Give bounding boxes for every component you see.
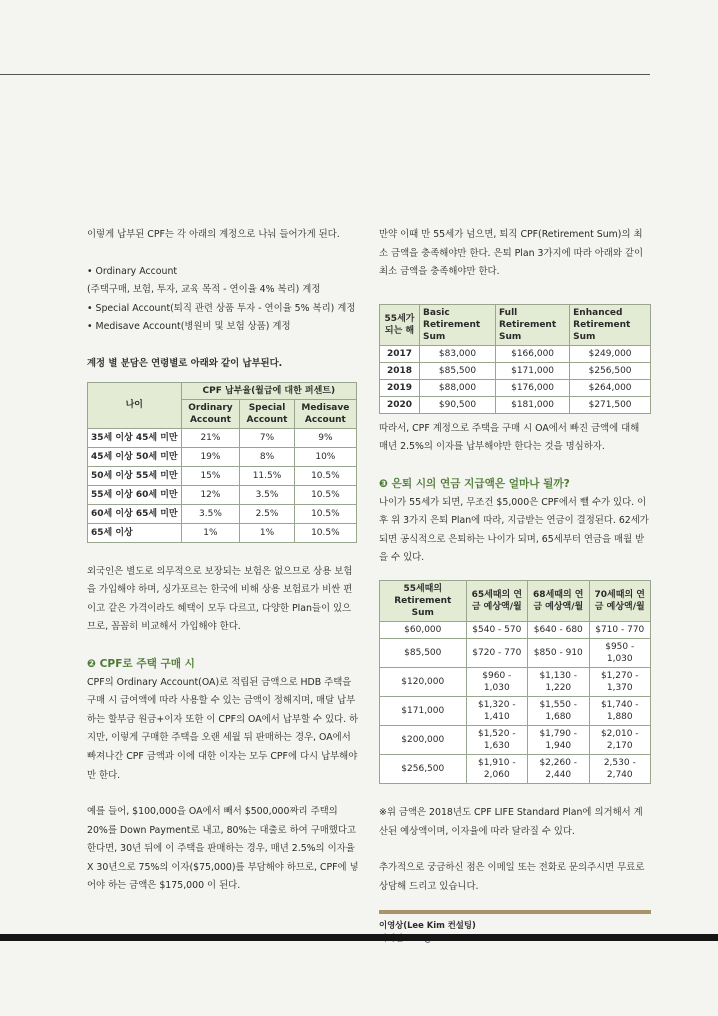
table-cell: $710 - 770 [589,621,651,638]
table-row [380,638,651,667]
table-intro: 계정 별 분담은 연령별로 아래와 같이 납부된다. [87,357,283,369]
table-cell: $200,000 [380,725,467,754]
table-cell: 55세 이상 60세 미만 [88,485,182,504]
column-header: Ordinary Account [181,399,240,428]
column-header: Medisave Account [294,399,356,428]
table-cell: $85,500 [380,638,467,667]
table-cell: $60,000 [380,621,467,638]
author-name: 이영상(Lee Kim 컨설팅) [379,920,476,931]
column-header: 55세때의 Retirement Sum [380,580,467,621]
table-cell: 10.5% [294,504,356,523]
column-header: 65세때의 연금 예상액/월 [466,580,527,621]
table-cell: 10.5% [294,485,356,504]
section-3-heading: ❸ 은퇴 시의 연금 지급액은 얼마나 될까? [379,477,570,490]
table-row [380,696,651,725]
table-cell: $88,000 [420,379,496,396]
column-header: Basic Retirement Sum [420,304,496,345]
table-cell: 2018 [380,362,420,379]
table-cell: 10% [294,447,356,466]
table-cell: 1% [181,523,240,542]
table-cell: 2019 [380,379,420,396]
table-cell: $640 - 680 [528,621,589,638]
table-cell: $1,910 - 2,060 [466,754,527,783]
table-cell: 3.5% [240,485,294,504]
table-cell: $1,270 - 1,370 [589,667,651,696]
table-cell: $950 - 1,030 [589,638,651,667]
table-cell: $2,010 - 2,170 [589,725,651,754]
table-cell: $850 - 910 [528,638,589,667]
closing-text: 추가적으로 궁금하신 점은 이메일 또는 전화로 문의주시면 무료로 상담해 드리고 있습니다. [379,862,645,892]
table-cell: $1,550 - 1,680 [528,696,589,725]
foreigner-paragraph: 외국인은 별도로 의무적으로 보장되는 보험은 없으므로 상용 보험을 가입해야 하며, 싱가포르는 한국에 비해 상용 보험료가 비싼 편이고 같은 가격이라도 혜택이 모두 다르고, 다양한 Plan들이 있으므로, 꼼꼼히 비교해서 가입해야 한다. [87,565,353,633]
account-item: • Special Account(퇴직 관련 상품 투자 - 연이율 5% 복리) 계정 [87,302,356,314]
table-cell: $249,000 [570,345,651,362]
table-cell: $271,500 [570,396,651,413]
table-row [380,362,651,379]
table-cell: $90,500 [420,396,496,413]
table-cell: 10.5% [294,523,356,542]
table-cell: 19% [181,447,240,466]
table-cell: 2017 [380,345,420,362]
table-cell: $181,000 [495,396,569,413]
column-header: Special Account [240,399,294,428]
table-row [380,754,651,783]
table-cell: 50세 이상 55세 미만 [88,466,182,485]
table-cell: $2,260 - 2,440 [528,754,589,783]
signature-divider [379,910,651,914]
table-cell: $171,000 [380,696,467,725]
column-header: Full Retirement Sum [495,304,569,345]
table-cell: $166,000 [495,345,569,362]
section-2-paragraph: CPF의 Ordinary Account(OA)로 적립된 금액으로 HDB 주택을 구매 시 급여액에 따라 사용할 수 있는 금액이 정해지며, 매달 납부하는 할부금 원금+이자 또한 이 CPF의 OA에서 납부할 수 있다. 하지만, 이렇게 구매한 주택을 오랜 세월 뒤 판매하는 경우, OA에서 빠져나간 CPF 금액과 이에 대한 이자는 모두 CPF에 다시 납부해야만 한다. [87,676,359,781]
age-header: 나이 [88,382,182,428]
table-cell: $1,740 - 1,880 [589,696,651,725]
intro-text: 이렇게 납부된 CPF는 각 아래의 계정으로 나눠 들어가게 된다. [87,229,340,240]
rate-group-header: CPF 납부율(월급에 대한 퍼센트) [181,382,356,399]
pension-table [379,580,651,784]
table-cell: $540 - 570 [466,621,527,638]
column-header: 68세때의 연금 예상액/월 [528,580,589,621]
table-cell: $1,320 - 1,410 [466,696,527,725]
table-row [88,523,357,542]
left-column [87,226,359,896]
right-column [379,226,651,945]
account-item: • Ordinary Account [87,265,178,277]
table-cell: $960 - 1,030 [466,667,527,696]
table-row [380,396,651,413]
table-cell: 8% [240,447,294,466]
table-cell: $120,000 [380,667,467,696]
table-cell: 2,530 - 2,740 [589,754,651,783]
account-item: (주택구매, 보험, 투자, 교육 목적 - 연이율 4% 복리) 계정 [87,284,321,296]
table-row [380,345,651,362]
contribution-table [87,382,357,543]
table-cell: 15% [181,466,240,485]
table-row [380,379,651,396]
after-table-text: 따라서, CPF 계정으로 주택을 구매 시 OA에서 빠진 금액에 대해 매년 2.5%의 이자를 납부해야만 한다는 것을 명심하자. [379,422,640,453]
table-cell: 35세 이상 45세 미만 [88,428,182,447]
account-item: • Medisave Account(병원비 및 보험 상품) 계정 [87,321,291,333]
column-header: Enhanced Retirement Sum [570,304,651,345]
table-cell: $85,500 [420,362,496,379]
retirement-sum-table [379,304,651,414]
table-row [380,621,651,638]
table-cell: $83,000 [420,345,496,362]
table-cell: $264,000 [570,379,651,396]
table-cell: 1% [240,523,294,542]
table-cell: $1,520 - 1,630 [466,725,527,754]
example-paragraph: 예를 들어, $100,000을 OA에서 빼서 $500,000짜리 주택의 20%를 Down Payment로 내고, 80%는 대출로 하여 구매했다고 한다면, 30년 뒤에 이 주택을 판매하는 경우, 매년 2.5%의 이자율 X 30년으로 75%의 이자($75,000)를 부담해야 하므로, CPF에 넣어야 하는 금액은 $175,000 이 된다. [87,806,359,892]
table-cell: 3.5% [181,504,240,523]
section-2-heading: ❷ CPF로 주택 구매 시 [87,657,195,670]
table-cell: 12% [181,485,240,504]
column-header: 70세때의 연금 예상액/월 [589,580,651,621]
table-row [88,428,357,447]
table-cell: 21% [181,428,240,447]
retirement-intro: 만약 이때 만 55세가 넘으면, 퇴직 CPF(Retirement Sum)의 최소 금액을 충족해야만 한다. 은퇴 Plan 3가지에 따라 아래와 같이 최소 금액을 충족해야만 한다. [379,229,644,278]
section-3-paragraph: 나이가 55세가 되면, 무조건 $5,000은 CPF에서 뺄 수가 있다. 이후 위 3가지 은퇴 Plan에 따라, 지급받는 연금이 결정된다. 62세가 되면 공식적으로 은퇴하는 나이가 되며, 65세부터 연금을 매월 받을 수 있다. [379,496,649,564]
table-cell: 60세 이상 65세 미만 [88,504,182,523]
table-cell: 2020 [380,396,420,413]
table-row [88,485,357,504]
table-row [88,447,357,466]
table-cell: $176,000 [495,379,569,396]
table-cell: $720 - 770 [466,638,527,667]
column-header: 55세가 되는 해 [380,304,420,345]
table-cell: $1,790 - 1,940 [528,725,589,754]
table-row [88,466,357,485]
table-cell: $1,130 - 1,220 [528,667,589,696]
table-cell: 9% [294,428,356,447]
table-cell: $256,500 [570,362,651,379]
table-cell: 11.5% [240,466,294,485]
table-row [380,725,651,754]
footer-band [0,934,718,941]
table-cell: 10.5% [294,466,356,485]
table-cell: 45세 이상 50세 미만 [88,447,182,466]
table-row [88,504,357,523]
table-row [380,667,651,696]
table-cell: $256,500 [380,754,467,783]
table-cell: 2.5% [240,504,294,523]
header-rule [0,74,650,75]
table-cell: 7% [240,428,294,447]
table-cell: $171,000 [495,362,569,379]
table-cell: 65세 이상 [88,523,182,542]
footnote: ※위 금액은 2018년도 CPF LIFE Standard Plan에 의거해서 계산된 예상액이며, 이자율에 따라 달라질 수 있다. [379,806,643,837]
